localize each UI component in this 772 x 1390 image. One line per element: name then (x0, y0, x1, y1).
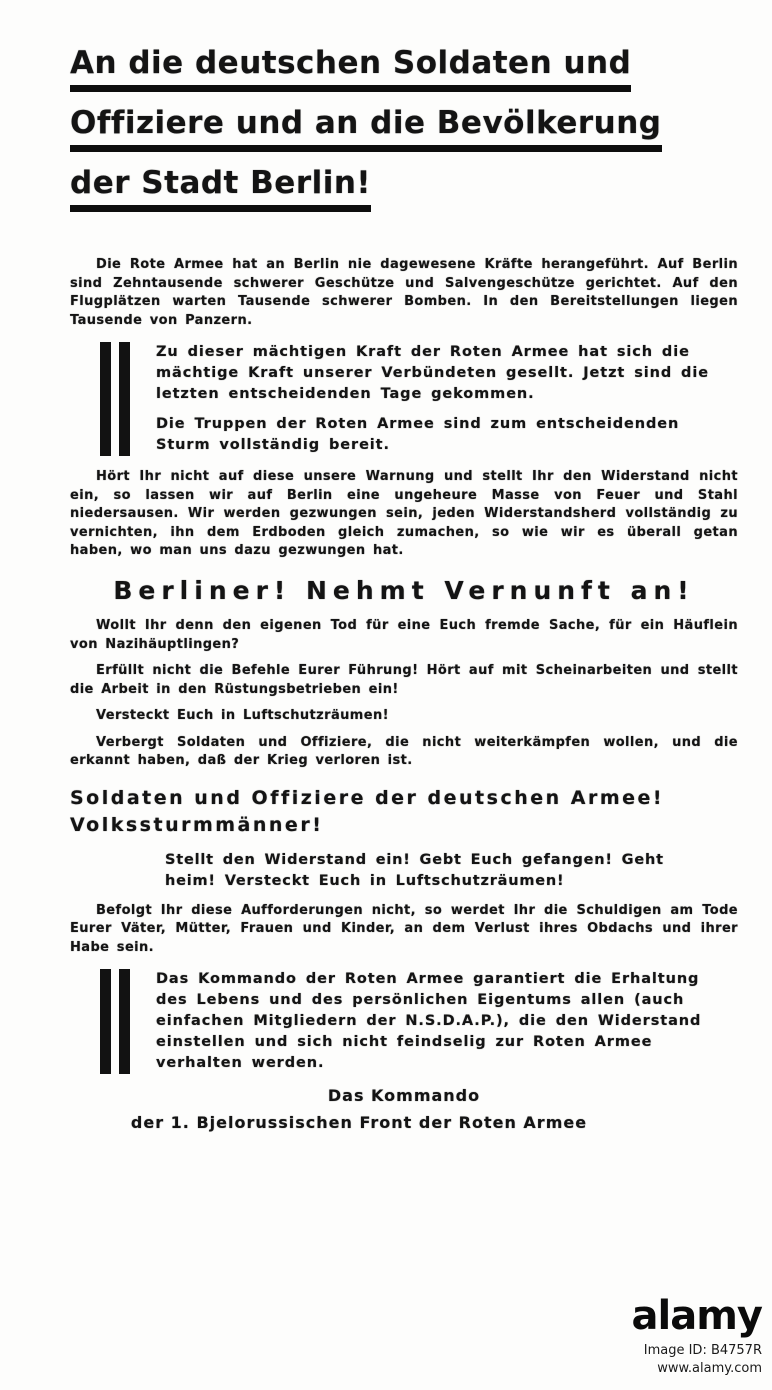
alamy-watermark (631, 1293, 762, 1376)
title-line-3: der Stadt Berlin! (70, 166, 371, 212)
title-line-2: Offiziere und an die Bevölkerung (70, 106, 662, 152)
alamy-logo: alamy (631, 1293, 762, 1339)
image-id-label: Image ID: B4757R (643, 1343, 762, 1358)
guarantee-paragraph: Das Kommando der Roten Armee garantiert die Erhaltung des Lebens und des persönlichen Eigentums allen (auch einfachen Mitgliedern der N.S.D.A.P.), die den Widerstand einstellen und sich nicht feindselig zur Roten Armee verhalten werden. (156, 971, 702, 1072)
double-bar-icon (100, 969, 130, 1074)
signature-block (70, 1086, 738, 1132)
appeal-paragraph-3: Versteckt Euch in Luftschutzräumen! (96, 708, 389, 724)
alamy-url: www.alamy.com (657, 1361, 762, 1376)
consequence-paragraph: Befolgt Ihr diese Aufforderungen nicht, so werdet Ihr die Schuldigen am Tode Eurer Väter, Mütter, Frauen und Kinder, an dem Verlust ihres Obdachs und ihrer Habe sein. (70, 902, 738, 955)
emphasis-block-2 (100, 969, 738, 1074)
title-line-1: An die deutschen Soldaten und (70, 46, 631, 92)
heading-soldaten (70, 785, 738, 840)
appeal-paragraph-4: Verbergt Soldaten und Offiziere, die nicht weiterkämpfen wollen, und die erkannt haben, daß der Krieg verloren ist. (70, 734, 738, 769)
heading-soldaten-line-2: Volkssturmmänner! (70, 814, 324, 837)
signature-line-2: der 1. Bjelorussischen Front der Roten Armee (130, 1113, 588, 1133)
emphasis-block-1 (100, 342, 738, 456)
heading-soldaten-line-1: Soldaten und Offiziere der deutschen Armee! (70, 786, 665, 809)
quote-paragraph-1: Zu dieser mächtigen Kraft der Roten Armee hat sich die mächtige Kraft unserer Verbündeten gesellt. Jetzt sind die letzten entscheidenden Tage gekommen. (156, 344, 709, 403)
warning-paragraph: Hört Ihr nicht auf diese unsere Warnung und stellt Ihr den Widerstand nicht ein, so lassen wir auf Berlin eine ungeheure Masse von Feuer und Stahl niedersausen. Wir werden gezwungen sein, jeden Widerstandsherd vollständig zu vernichten, ihn dem Erdboden gleich zumachen, so wie wir es überall getan haben, wo man uns dazu gezwungen hat. (70, 469, 738, 558)
intro-paragraph: Die Rote Armee hat an Berlin nie dagewesene Kräfte herangeführt. Auf Berlin sind Zehntausende schwerer Geschütze und Salvengeschütze gerichtet. Auf den Flugplätzen warten Tausende schwerer Bomben. In den Bereitstellungen liegen Tausende von Panzern. (70, 257, 738, 328)
double-bar-icon (100, 342, 130, 456)
emphasis-block-1-text (156, 342, 738, 456)
signature-line-1: Das Kommando (327, 1086, 481, 1106)
surrender-call-paragraph: Stellt den Widerstand ein! Gebt Euch gefangen! Geht heim! Versteckt Euch in Luftschutzräumen! (165, 851, 664, 889)
quote-paragraph-2: Die Truppen der Roten Armee sind zum entscheidenden Sturm vollständig bereit. (156, 416, 680, 454)
emphasis-block-2-text (156, 969, 738, 1074)
appeal-paragraph-2: Erfüllt nicht die Befehle Eurer Führung! Hört auf mit Scheinarbeiten und stellt die Arbeit in den Rüstungsbetrieben ein! (70, 663, 738, 697)
heading-berliner: Berliner! Nehmt Vernunft an! (113, 576, 695, 606)
appeal-paragraph-1: Wollt Ihr denn den eigenen Tod für eine Euch fremde Sache, für ein Häuflein von Nazihäuptlingen? (70, 618, 738, 652)
leaflet-title (70, 46, 738, 226)
